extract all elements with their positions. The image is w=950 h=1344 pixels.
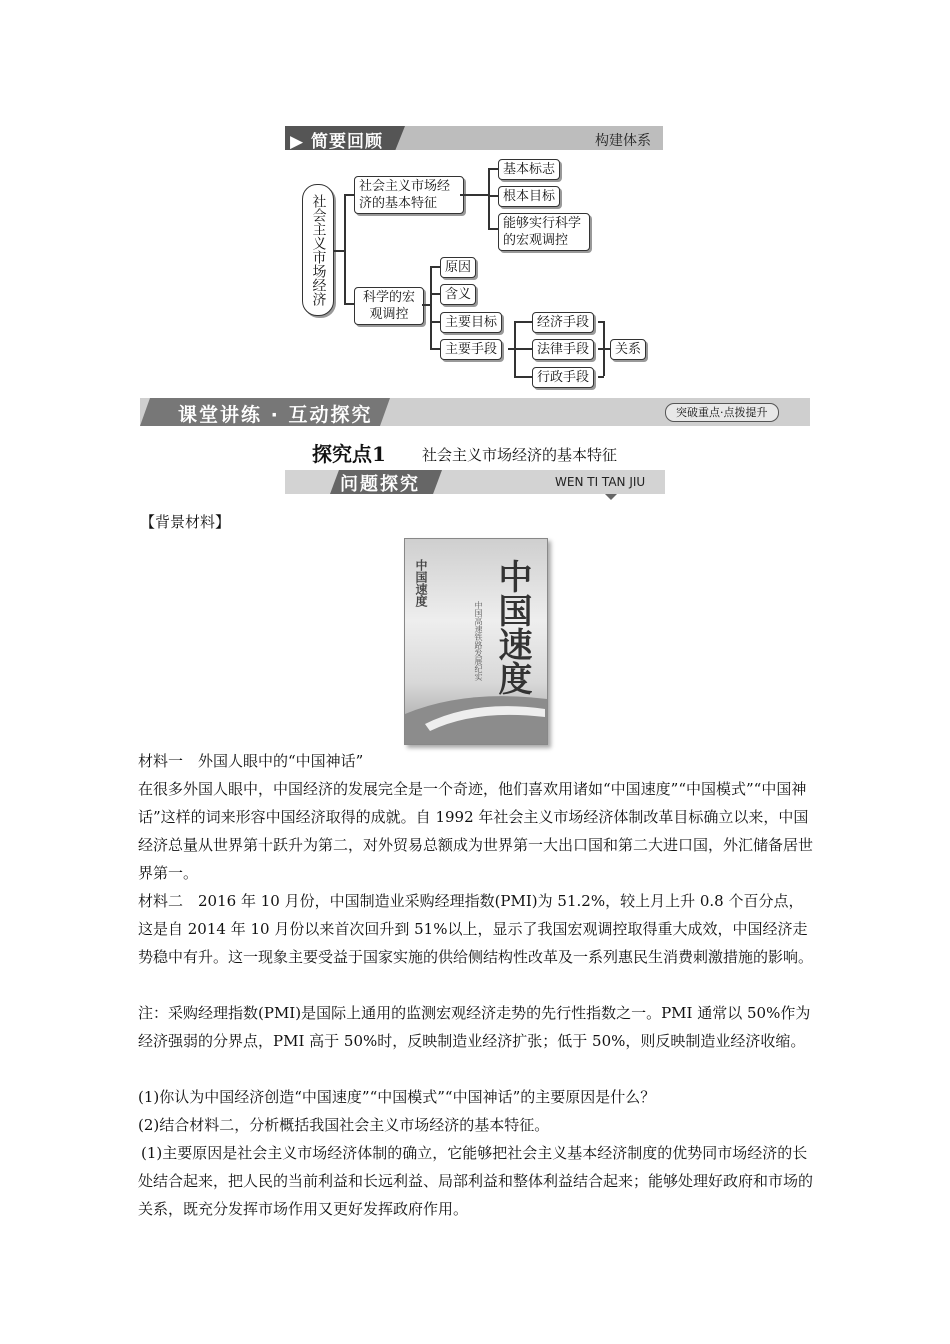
mindmap-macro-control-ability: 能够实行科学的宏观调控 xyxy=(498,213,590,251)
mindmap-root: 社会主义市场经济 xyxy=(302,184,334,316)
answer-1: (1)主要原因是社会主义市场经济体制的确立，它能够把社会主义基本经济制度的优势同市场经济的长处结合起来，把人民的当前利益和长远利益、局部利益和整体利益结合起来；能够处理好政府和市场的关系，既充分发挥市场作用又更好发挥政府作用。 xyxy=(138,1144,814,1218)
material-1-body: 在很多外国人眼中，中国经济的发展完全是一个奇迹，他们喜欢用诸如“中国速度”“中国模式”“中国神话”这样的词来形容中国经济取得的成就。自 1992 年社会主义市场经济体制改革目标确立以来，中国经济总量从世界第十跃升为第二，对外贸易总额成为世界第一大出口国和第二大进口国，外汇储备居世界第一。 xyxy=(138,780,814,882)
book-title: 中国速度 xyxy=(492,559,532,695)
material-2-body: 材料二 2016 年 10 月份，中国制造业采购经理指数(PMI)为 51.2%，较上月上升 0.8 个百分点，这是自 2014 年 10 月份以来首次回升到 51%以上，显示了我国宏观调控取得重大成效，中国经济走势稳中有升。这一现象主要受益于国家实施的供给侧结构性改革及一系列惠民生消费刺激措施的影响。 xyxy=(138,892,814,966)
book-subtitle: 中国高速铁路发展纪实 xyxy=(474,601,483,681)
topic-label: 探究点1 xyxy=(312,442,386,466)
pmi-note: 注：采购经理指数(PMI)是国际上通用的监测宏观经济走势的先行性指数之一。PMI 通常以 50%作为经济强弱的分界点，PMI 高于 50%时，反映制造业经济扩张；低于 50%，则反映制造业经济收缩。 xyxy=(138,1004,811,1050)
subsection-title: 问题探究 xyxy=(340,474,420,495)
mindmap-branch-macro-control: 科学的宏观调控 xyxy=(354,287,424,325)
mindmap-main-goals: 主要目标 xyxy=(440,312,502,333)
mindmap-economic-means: 经济手段 xyxy=(532,312,594,333)
review-header-subtitle: 构建体系 xyxy=(595,133,651,149)
mindmap-branch-market-features: 社会主义市场经济的基本特征 xyxy=(354,176,464,214)
material-1-title: 材料一 外国人眼中的“中国神话” xyxy=(138,752,364,770)
mindmap-reason: 原因 xyxy=(440,257,476,278)
section-title: 课堂讲练 · 互动探究 xyxy=(178,404,373,426)
mindmap-legal-means: 法律手段 xyxy=(532,339,594,360)
subsection-pinyin: WEN TI TAN JIU xyxy=(555,475,646,489)
chevron-down-icon xyxy=(605,494,617,500)
review-header-title: ▶ 简要回顾 xyxy=(290,132,383,152)
book-spine-title: 中国速度 xyxy=(414,559,428,607)
background-label: 【背景材料】 xyxy=(140,513,231,531)
question-2: (2)结合材料二，分析概括我国社会主义市场经济的基本特征。 xyxy=(138,1116,550,1134)
mindmap-administrative-means: 行政手段 xyxy=(532,367,594,388)
mindmap-meaning: 含义 xyxy=(440,284,476,305)
mindmap-fundamental-goal: 根本目标 xyxy=(498,186,560,207)
mindmap-main-means: 主要手段 xyxy=(440,339,502,360)
topic-title: 社会主义市场经济的基本特征 xyxy=(422,446,618,464)
question-1: (1)你认为中国经济创造“中国速度”“中国模式”“中国神话”的主要原因是什么？ xyxy=(138,1088,656,1106)
mindmap-relationship: 关系 xyxy=(610,339,646,360)
mindmap-basic-sign: 基本标志 xyxy=(498,159,560,180)
book-cover-image xyxy=(404,538,548,745)
section-pill: 突破重点·点拨提升 xyxy=(665,403,779,422)
